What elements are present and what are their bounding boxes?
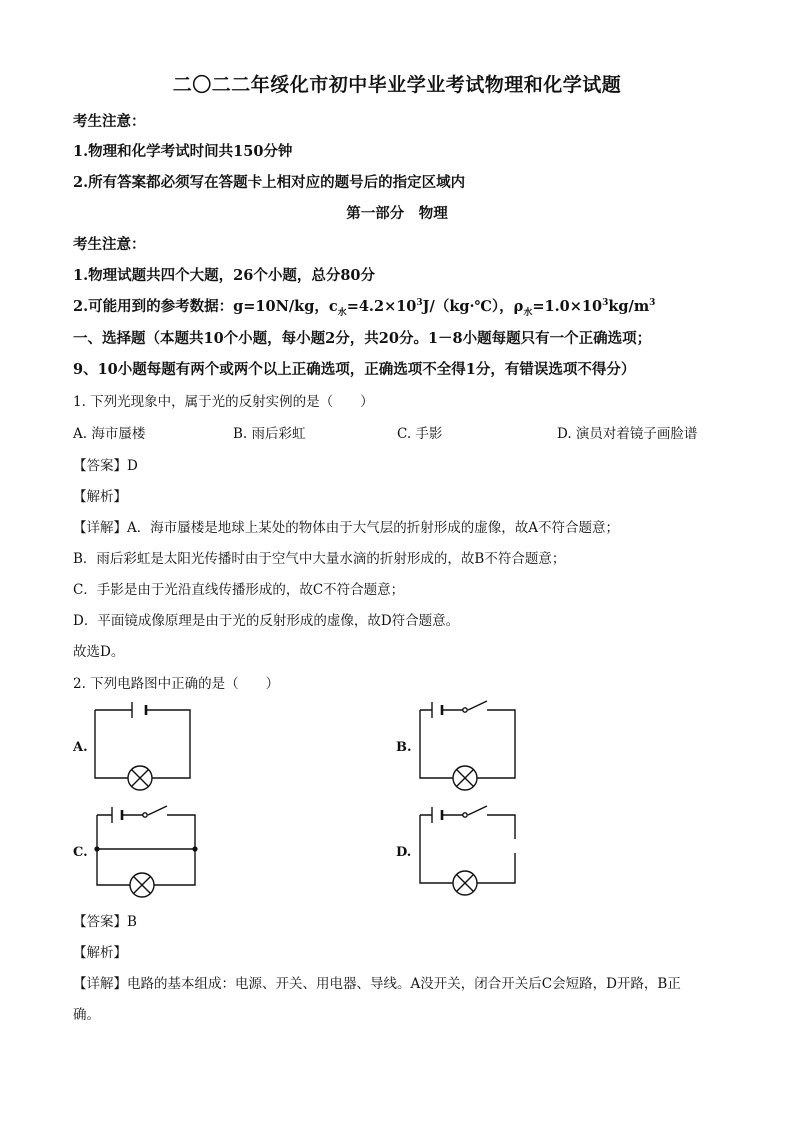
circuit-c-diagram [90, 803, 202, 895]
circuit-d-label: D. [396, 845, 412, 860]
page-title: 二〇二二年绥化市初中毕业学业考试物理和化学试题 [172, 74, 622, 96]
q2-analysis: 【解析】 [73, 945, 127, 961]
q1-option-b: B. 雨后彩虹 [233, 426, 306, 442]
physics-notice-item-1: 1.物理试题共四个大题，26个小题，总分80分 [73, 267, 375, 284]
q2-detail-1: 【详解】电路的基本组成：电源、开关、用电器、导线。A没开关，闭合开关后C会短路，D开路，B正 [73, 976, 681, 992]
q1-option-c: C. 手影 [397, 426, 443, 442]
q1-detail-5: 故选D。 [73, 644, 125, 660]
q2-answer: 【答案】B [73, 914, 137, 930]
q1-option-d: D. 演员对着镜子画脸谱 [557, 426, 698, 442]
circuit-c-label: C. [73, 845, 88, 860]
notice-heading: 考生注意： [73, 113, 146, 130]
circuit-a-diagram [90, 698, 200, 788]
circuit-a-label: A. [73, 740, 88, 755]
circuit-d-diagram [415, 803, 525, 895]
circuit-b-diagram [415, 698, 525, 788]
section-heading-line-1: 一、选择题（本题共10个小题，每小题2分，共20分。1－8小题每题只有一个正确选项； [73, 330, 652, 347]
part-title: 第一部分 物理 [346, 205, 448, 222]
q1-detail-2: B．雨后彩虹是太阳光传播时由于空气中大量水滴的折射形成的，故B不符合题意； [73, 551, 566, 567]
notice-item-1: 1.物理和化学考试时间共150分钟 [73, 143, 293, 160]
q2-stem: 2. 下列电路图中正确的是（ ） [73, 676, 280, 692]
notice-item-2: 2.所有答案都必须写在答题卡上相对应的题号后的指定区域内 [73, 174, 466, 191]
q1-detail-3: C．手影是由于光沿直线传播形成的，故C不符合题意； [73, 582, 405, 598]
q1-answer: 【答案】D [73, 458, 138, 474]
q2-detail-2: 确。 [73, 1007, 100, 1023]
circuit-b-label: B. [396, 740, 412, 755]
reference-data: 2.可能用到的参考数据：g=10N/kg，$c_水=4.2\times 10^3J/(kg\cdot℃)$，$\rho_水=1.0\times 10^3kg/m^3$ [73, 298, 656, 318]
q1-analysis: 【解析】 [73, 489, 127, 505]
q1-detail-1: 【详解】A．海市蜃楼是地球上某处的物体由于大气层的折射形成的虚像，故A不符合题意； [73, 520, 619, 536]
q1-stem: 1. 下列光现象中，属于光的反射实例的是（ ） [73, 394, 374, 410]
physics-notice-heading: 考生注意： [73, 236, 146, 253]
q1-detail-4: D．平面镜成像原理是由于光的反射形成的虚像，故D符合题意。 [73, 613, 460, 629]
q1-option-a: A. 海市蜃楼 [73, 426, 146, 442]
section-heading-line-2: 9、10小题每题有两个或两个以上正确选项，正确选项不全得1分，有错误选项不得分） [73, 361, 636, 378]
